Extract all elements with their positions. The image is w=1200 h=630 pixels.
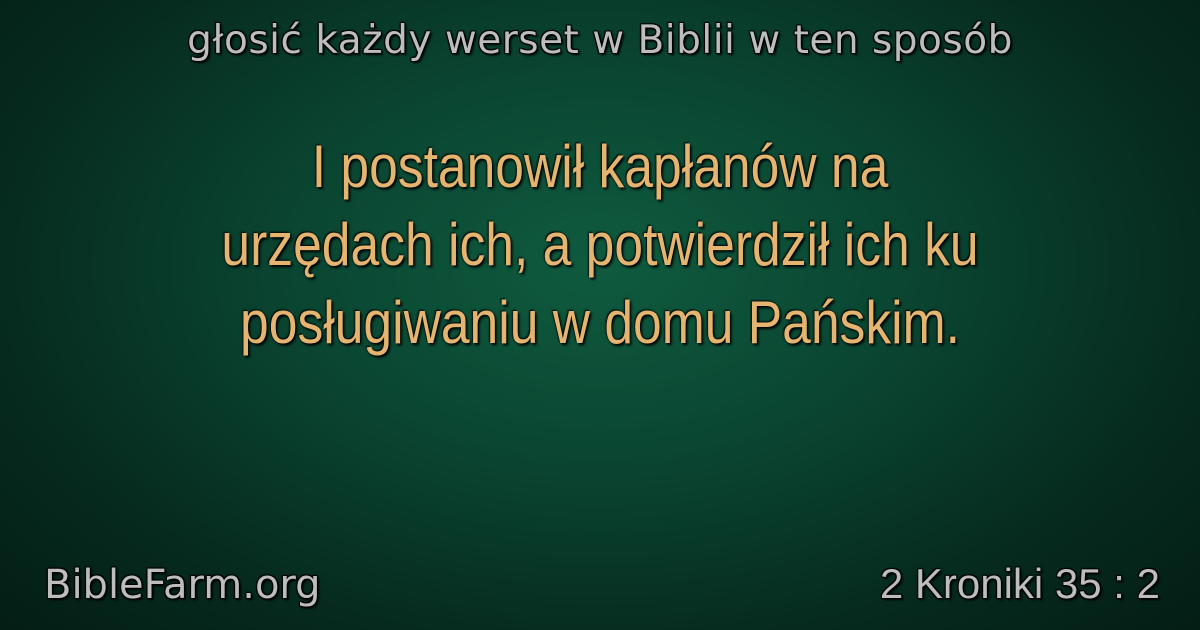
verse-line: urzędach ich, a potwierdził ich ku <box>221 211 979 278</box>
verse-reference: 2 Kroniki 35 : 2 <box>879 560 1160 607</box>
verse-line: I postanowił kapłanów na <box>311 133 889 200</box>
site-name: BibleFarm.org <box>44 562 321 608</box>
verse-text <box>110 128 1090 362</box>
tagline: głosić każdy werset w Biblii w ten sposób <box>187 18 1013 63</box>
verse-line: posługiwaniu w domu Pańskim. <box>240 289 960 356</box>
